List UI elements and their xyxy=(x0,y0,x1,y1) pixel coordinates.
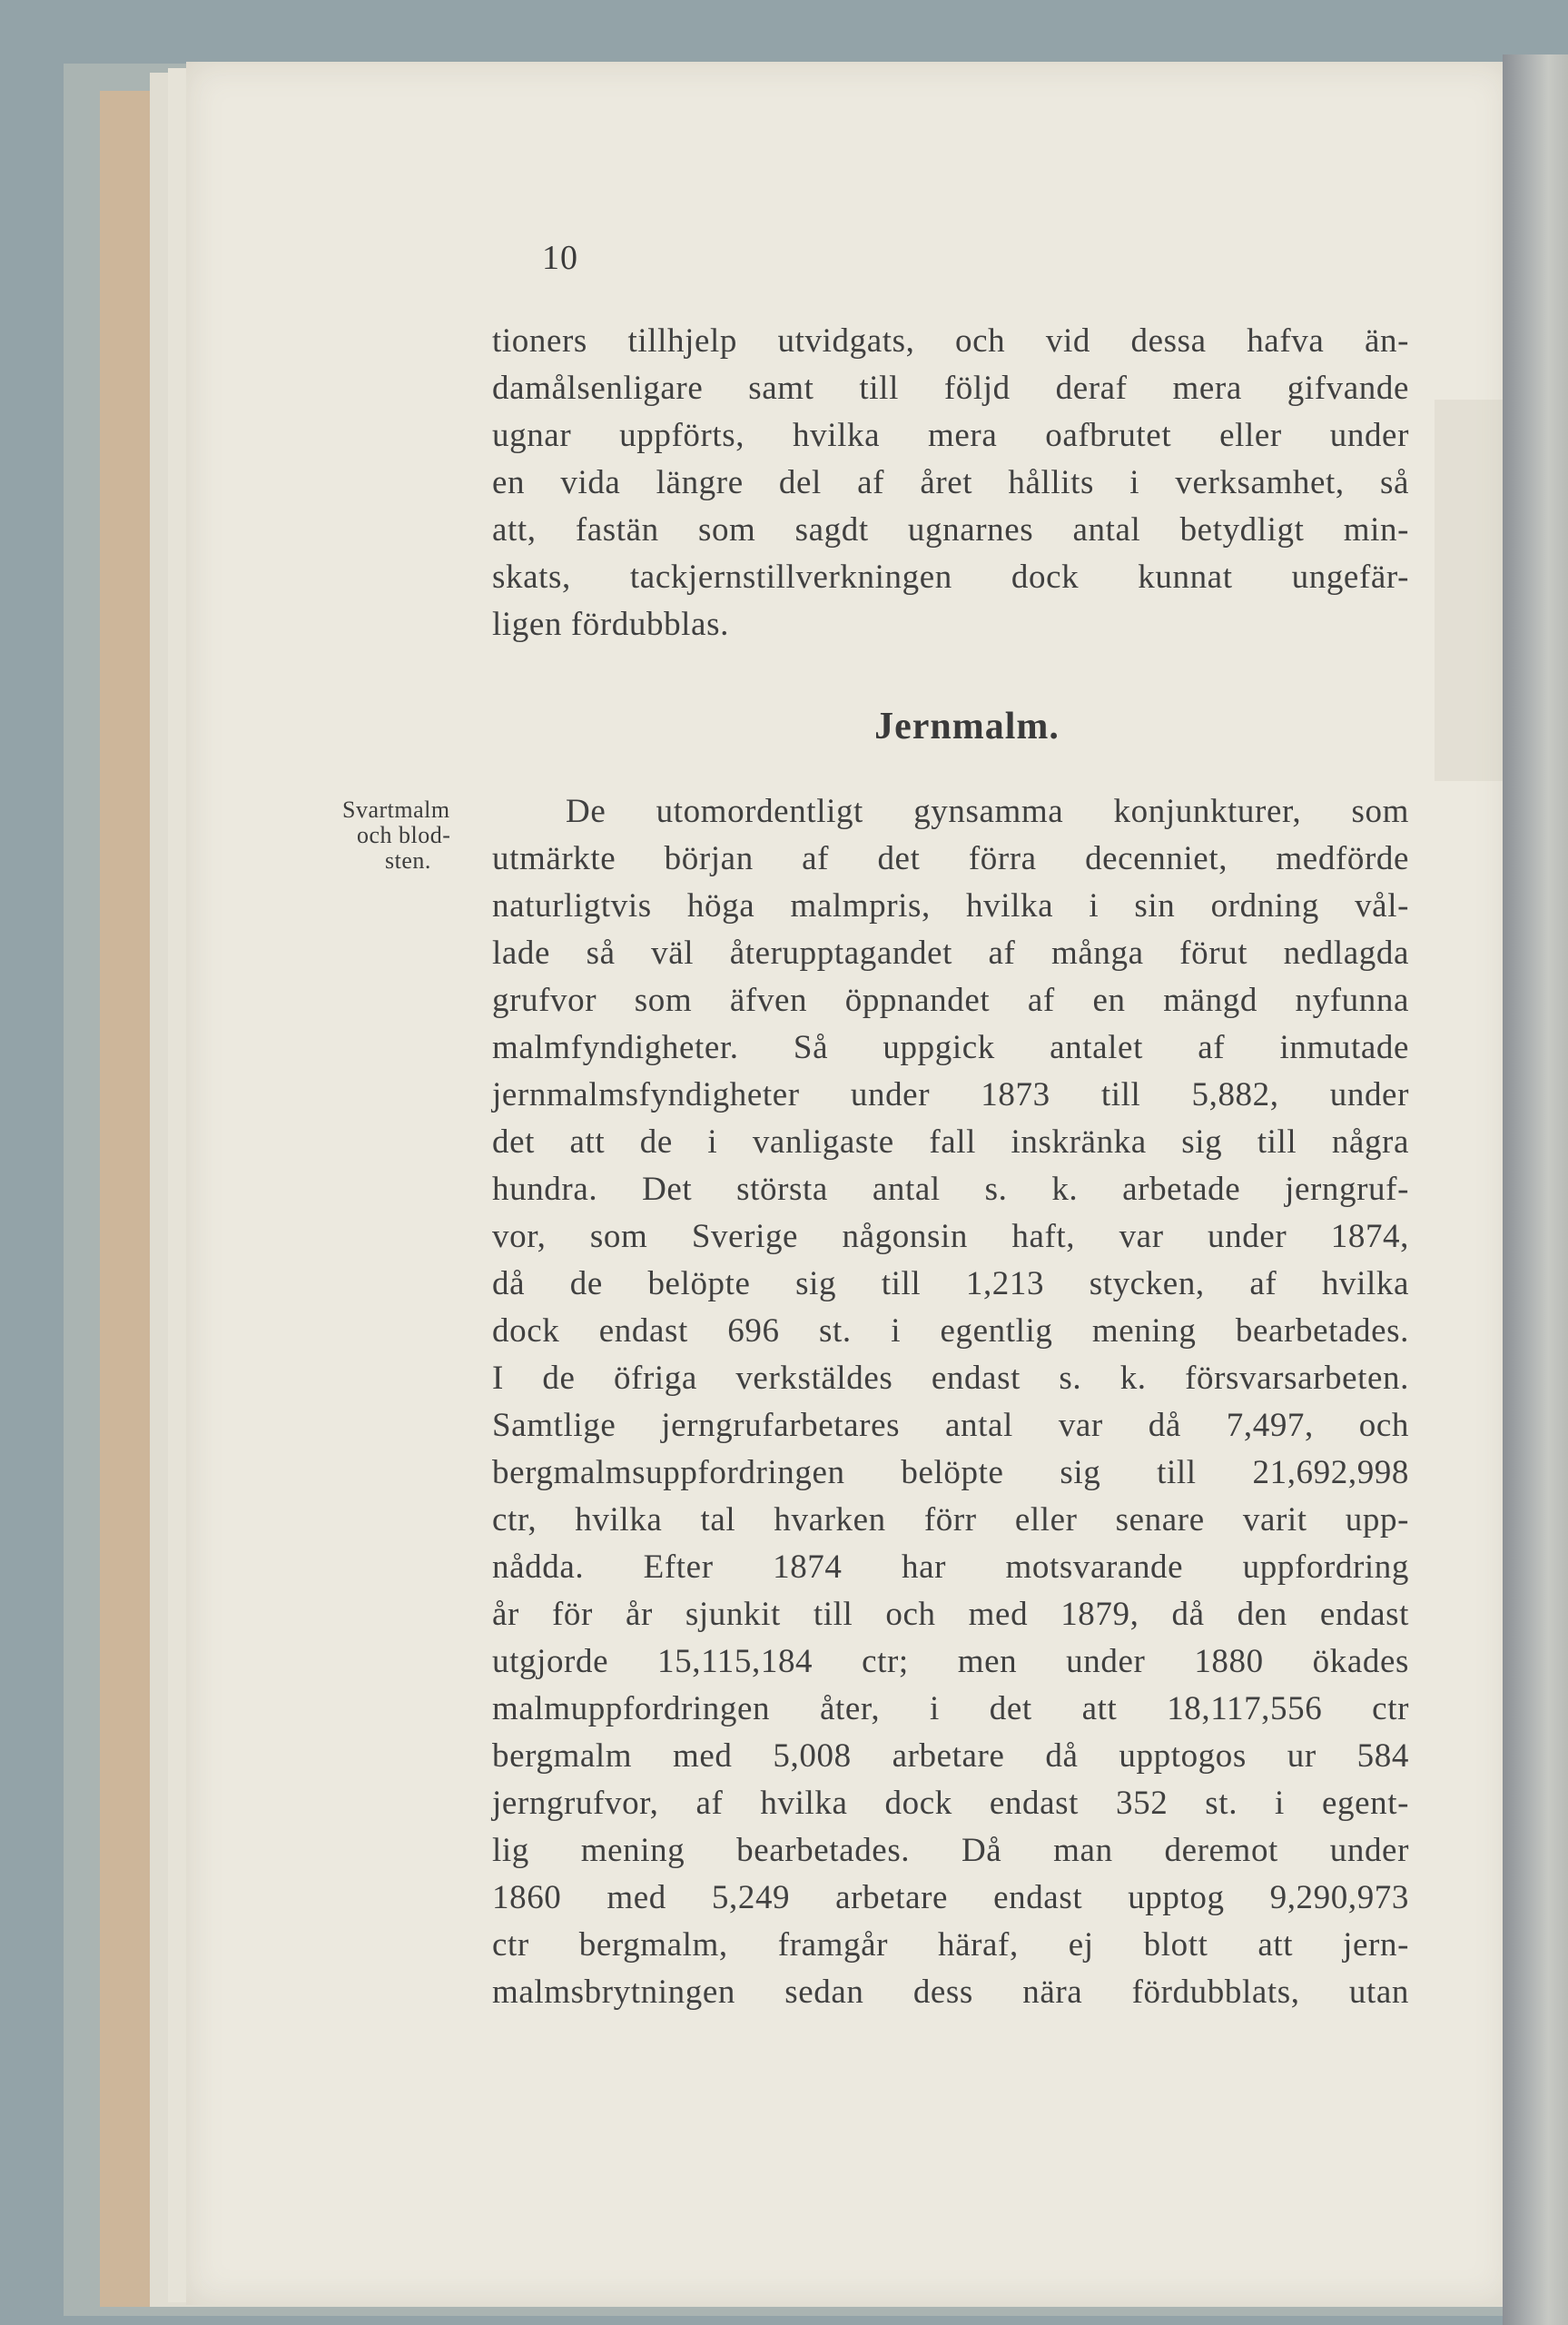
text-line: lade så väl återupptagandet af många förut nedlagda xyxy=(492,935,1409,972)
text-line: då de belöpte sig till 1,213 stycken, af hvilka xyxy=(492,1265,1409,1302)
text-line: I de öfriga verkstäldes endast s. k. försvarsarbeten. xyxy=(492,1360,1409,1397)
text-line: jerngrufvor, af hvilka dock endast 352 st. i egent- xyxy=(492,1785,1409,1822)
text-line: ctr, hvilka tal hvarken förr eller senare varit upp- xyxy=(492,1501,1409,1538)
text-line: 1860 med 5,249 arbetare endast upptog 9,290,973 xyxy=(492,1879,1409,1916)
section-heading: Jernmalm. xyxy=(874,706,1060,747)
margin-note-line: sten. xyxy=(385,847,431,874)
book-gutter xyxy=(1503,54,1568,2325)
text-line: malmuppfordringen åter, i det att 18,117,556 ctr xyxy=(492,1690,1409,1727)
text-line: Samtlige jerngrufarbetares antal var då 7,497, och xyxy=(492,1407,1409,1444)
text-line: malmfyndigheter. Så uppgick antalet af inmutade xyxy=(492,1029,1409,1066)
text-line: dock endast 696 st. i egentlig mening bearbetades. xyxy=(492,1312,1409,1350)
text-line: grufvor som äfven öppnandet af en mängd nyfunna xyxy=(492,982,1409,1019)
text-line: ctr bergmalm, framgår häraf, ej blott att jern- xyxy=(492,1926,1409,1964)
page-number: 10 xyxy=(542,239,578,277)
margin-note-line: Svartmalm xyxy=(342,796,450,823)
text-line: en vida längre del af året hållits i verksamhet, så xyxy=(492,464,1409,501)
text-line: tioners tillhjelp utvidgats, och vid dessa hafva än- xyxy=(492,322,1409,360)
text-line: vor, som Sverige någonsin haft, var under 1874, xyxy=(492,1218,1409,1255)
text-line: naturligtvis höga malmpris, hvilka i sin ordning vål- xyxy=(492,887,1409,925)
text-line: lig mening bearbetades. Då man deremot under xyxy=(492,1832,1409,1869)
text-line: utgjorde 15,115,184 ctr; men under 1880 ökades xyxy=(492,1643,1409,1680)
text-line: det att de i vanligaste fall inskränka sig till några xyxy=(492,1123,1409,1161)
text-line: hundra. Det största antal s. k. arbetade jerngruf- xyxy=(492,1171,1409,1208)
text-line: ugnar uppförts, hvilka mera oafbrutet eller under xyxy=(492,417,1409,454)
text-line: skats, tackjernstillverkningen dock kunnat ungefär- xyxy=(492,559,1409,596)
text-line: år för år sjunkit till och med 1879, då den endast xyxy=(492,1596,1409,1633)
text-line: utmärkte början af det förra decenniet, medförde xyxy=(492,840,1409,877)
text-line: jernmalmsfyndigheter under 1873 till 5,882, under xyxy=(492,1076,1409,1113)
text-line: ligen fördubblas. xyxy=(492,606,729,643)
text-line: malmsbrytningen sedan dess nära fördubblats, utan xyxy=(492,1974,1409,2011)
text-line: damålsenligare samt till följd deraf mera gifvande xyxy=(492,370,1409,407)
text-line: bergmalm med 5,008 arbetare då upptogos ur 584 xyxy=(492,1737,1409,1775)
text-line: bergmalmsuppfordringen belöpte sig till 21,692,998 xyxy=(492,1454,1409,1491)
text-line: nådda. Efter 1874 har motsvarande uppfordring xyxy=(492,1548,1409,1586)
margin-note-line: och blod- xyxy=(357,822,451,848)
text-line: De utomordentligt gynsamma konjunkturer, som xyxy=(566,793,1409,830)
text-line: att, fastän som sagdt ugnarnes antal betydligt min- xyxy=(492,511,1409,549)
